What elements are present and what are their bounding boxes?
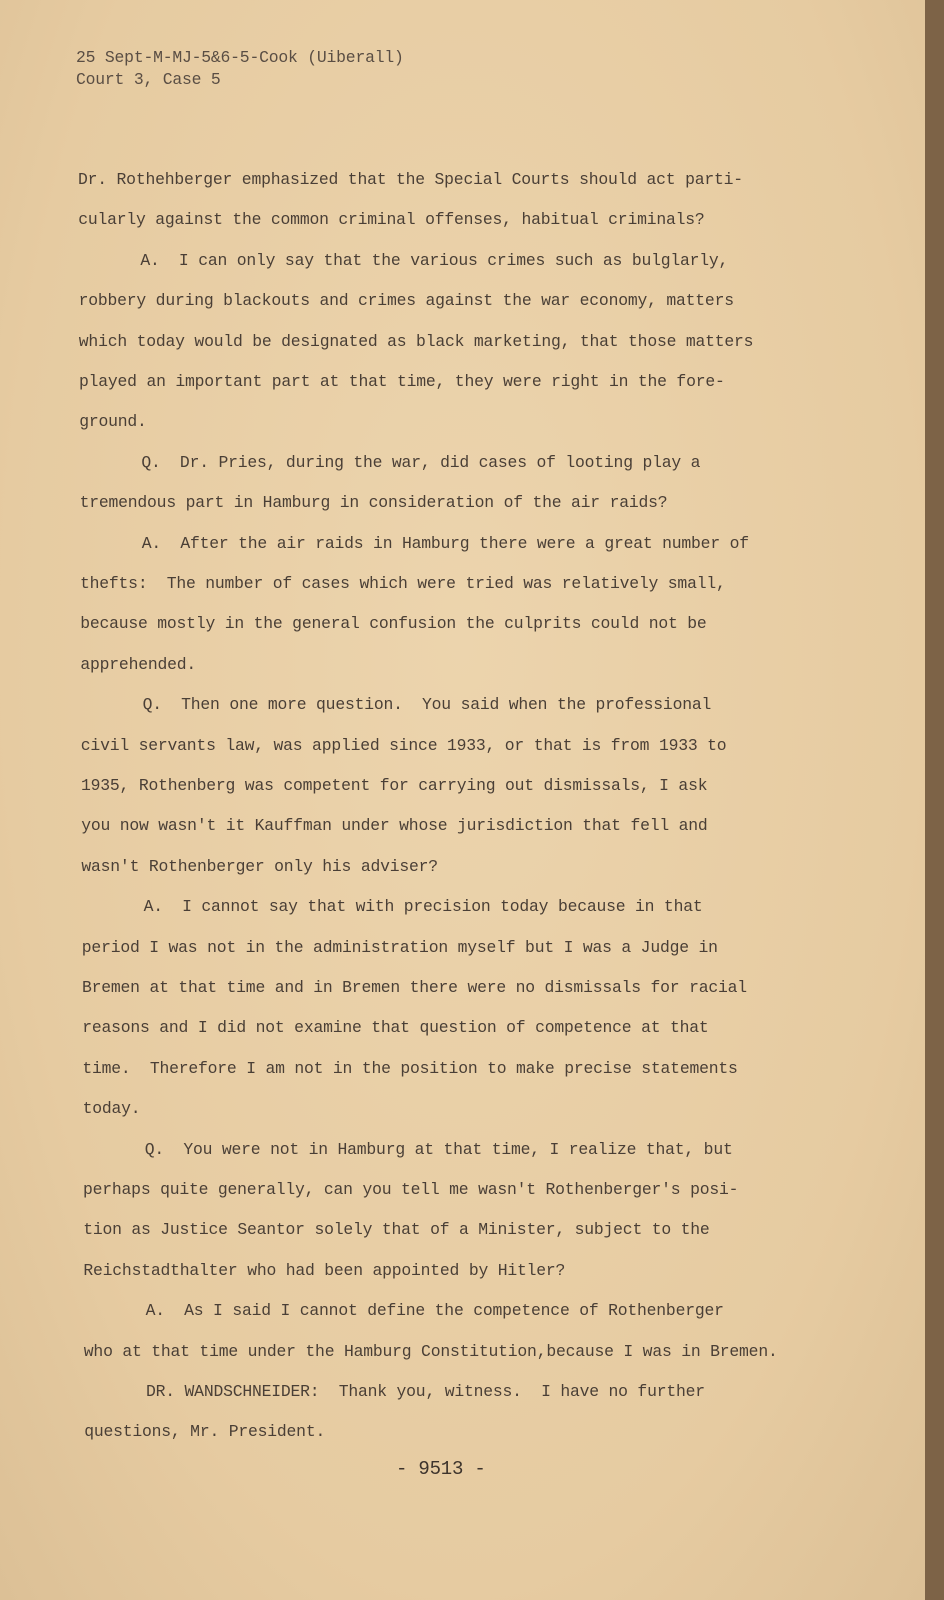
transcript-line: perhaps quite generally, can you tell me wasn't Rothenberger's posi- bbox=[83, 1180, 739, 1199]
transcript-line: Q. Then one more question. You said when the professional bbox=[142, 695, 712, 715]
transcript-line: period I was not in the administration myself but I was a Judge in bbox=[81, 937, 718, 957]
transcript-line: cularly against the common criminal offenses, habitual criminals? bbox=[78, 210, 705, 230]
transcript-line: A. I can only say that the various crimes such as bulglarly, bbox=[140, 250, 729, 270]
transcript-line: A. I cannot say that with precision today because in that bbox=[143, 897, 703, 917]
transcript-line: Bremen at that time and in Bremen there were no dismissals for racial bbox=[82, 978, 747, 997]
transcript-line: DR. WANDSCHNEIDER: Thank you, witness. I have no further bbox=[146, 1382, 705, 1401]
transcript-line: ground. bbox=[79, 412, 147, 432]
header-line-2: Court 3, Case 5 bbox=[76, 70, 221, 89]
transcript-line: questions, Mr. President. bbox=[84, 1422, 326, 1442]
transcript-line: Q. You were not in Hamburg at that time, I realize that, but bbox=[144, 1139, 733, 1159]
transcript-line: A. As I said I cannot define the competence of Rothenberger bbox=[145, 1301, 724, 1321]
transcript-line: 1935, Rothenberg was competent for carrying out dismissals, I ask bbox=[81, 776, 708, 795]
transcript-line: reasons and I did not examine that question of competence at that bbox=[82, 1018, 709, 1038]
transcript-line: Q. Dr. Pries, during the war, did cases of looting play a bbox=[141, 452, 701, 472]
transcript-line: wasn't Rothenberger only his adviser? bbox=[81, 856, 438, 876]
transcript-line: today. bbox=[82, 1099, 141, 1119]
transcript-line: A. After the air raids in Hamburg there were a great number of bbox=[141, 533, 749, 553]
transcript-line: you now wasn't it Kauffman under whose jurisdiction that fell and bbox=[81, 816, 708, 836]
transcript-line: played an important part at that time, they were right in the fore- bbox=[79, 372, 725, 391]
transcript-line: civil servants law, was applied since 1933, or that is from 1933 to bbox=[80, 735, 727, 755]
header-line-1: 25 Sept-M-MJ-5&6-5-Cook (Uiberall) bbox=[76, 48, 404, 67]
transcript-line: tion as Justice Seantor solely that of a Minister, subject to the bbox=[83, 1220, 710, 1240]
transcript-line: Reichstadthalter who had been appointed by Hitler? bbox=[83, 1260, 566, 1280]
transcript-line: thefts: The number of cases which were tried was relatively small, bbox=[80, 574, 726, 593]
transcript-line: which today would be designated as black marketing, that those matters bbox=[78, 331, 754, 351]
page-number: - 9513 - bbox=[396, 1458, 486, 1480]
transcript-line: robbery during blackouts and crimes against the war economy, matters bbox=[78, 291, 734, 311]
transcript-line: who at that time under the Hamburg Constitution,because I was in Bremen. bbox=[83, 1341, 778, 1361]
page-edge bbox=[925, 0, 944, 1600]
transcript-line: apprehended. bbox=[80, 654, 197, 674]
transcript-line: because mostly in the general confusion the culprits could not be bbox=[80, 614, 707, 634]
transcript-line: Dr. Rothehberger emphasized that the Special Courts should act parti- bbox=[78, 170, 743, 189]
transcript-line: time. Therefore I am not in the position to make precise statements bbox=[82, 1058, 738, 1078]
transcript-line: tremendous part in Hamburg in consideration of the air raids? bbox=[79, 493, 668, 513]
